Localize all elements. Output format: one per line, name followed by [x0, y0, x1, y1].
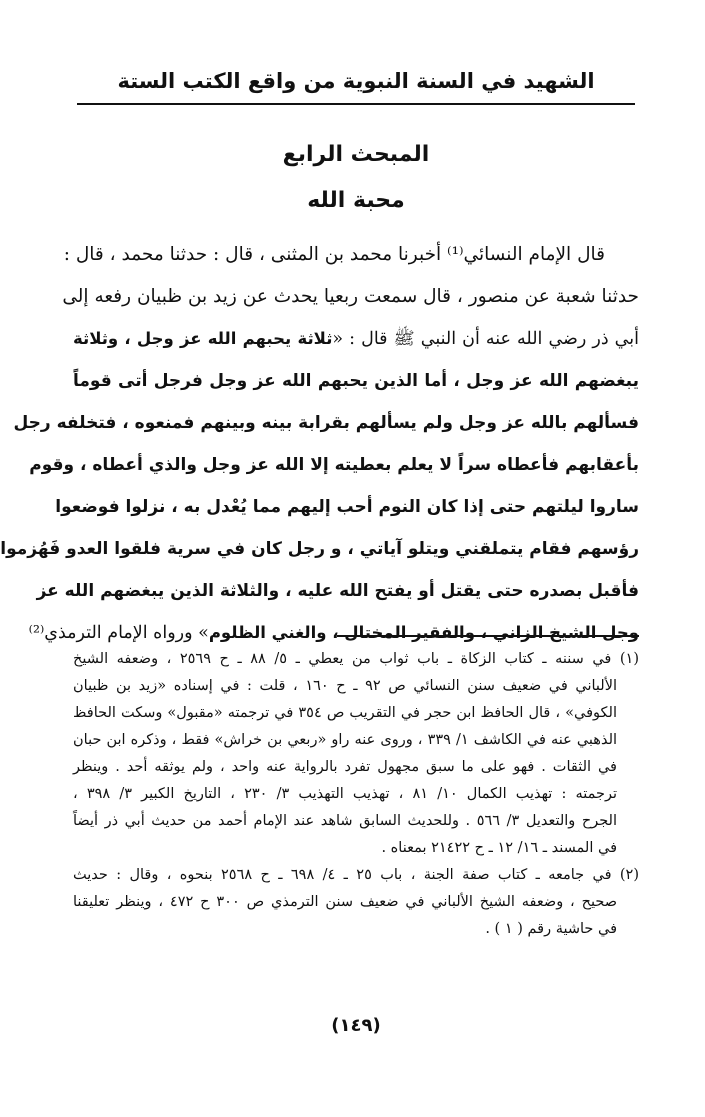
section-subheading: محبة الله: [307, 188, 405, 213]
running-header: الشهيد في السنة النبوية من واقع الكتب الستة: [117, 69, 595, 93]
hadith-text-line: ساروا ليلتهم حتى إذا كان النوم أحب إليهم مما يُعْدل به ، نزلوا فوضعوا: [55, 497, 639, 517]
hadith-text-line: فأقبل بصدره حتى يقتل أو يفتح الله عليه ، والثلاثة الذين يبغضهم الله عز: [36, 581, 639, 601]
header-rule: [77, 103, 635, 105]
main-text-line: حدثنا شعبة عن منصور ، قال سمعت ربعيا يحدث عن زيد بن ظبيان رفعه إلى: [62, 286, 639, 307]
main-text-segment: » ورواه الإمام الترمذي⁽²⁾: [28, 623, 209, 643]
footnote-line: الجرح والتعديل ٣/ ٥٦٦ . وللحديث السابق شاهد عند الإمام أحمد من حديث أبي ذر أيضاً: [73, 813, 618, 829]
footnote-line: (١) في سننه ـ كتاب الزكاة ـ باب ثواب من يعطي ـ ٥/ ٨٨ ـ ح ٢٥٦٩ ، وضعفه الشيخ: [73, 651, 640, 667]
hadith-text-line: يبغضهم الله عز وجل ، أما الذين يحبهم الله عز وجل فرجل أتى قوماً: [73, 371, 639, 391]
hadith-text-segment: ثلاثة يحبهم الله عز وجل ، وثلاثة: [73, 329, 333, 348]
footnote-line: الألباني في ضعيف سنن النسائي ص ٩٢ ـ ح ١٦٠ ، قلت : في إسناده «زيد بن ظبيان: [73, 678, 618, 694]
section-heading: المبحث الرابع: [282, 142, 430, 167]
main-text: [0, 234, 640, 654]
footnote-line: في حاشية رقم ( ١ ) .: [485, 921, 617, 937]
footnotes: [73, 646, 639, 943]
footnote-line: (٢) في جامعه ـ كتاب صفة الجنة ، باب ٢٥ ـ ٤/ ٦٩٨ ـ ح ٢٥٦٨ بنحوه ، وقال : حديث: [73, 867, 639, 883]
main-text-line: قال الإمام النسائي⁽¹⁾ أخبرنا محمد بن المثنى ، قال : حدثنا محمد ، قال :: [63, 244, 605, 265]
main-text-line: [73, 318, 639, 360]
footnote-line: ترجمته : تهذيب الكمال ١٠/ ٨١ ، تهذيب التهذيب ٣/ ٢٣٠ ، التاريخ الكبير ٣/ ٣٩٨ ،: [73, 786, 618, 802]
footnote-line: في المسند ـ ١٦/ ١٢ ـ ح ٢١٤٢٢ بمعناه .: [381, 840, 617, 856]
footnote-line: في الثقات . فهو على ما سبق مجهول تفرد بالرواية عنه واحد ، ولم يوثقه أحد . وينظر: [73, 759, 617, 775]
main-text-segment: أبي ذر رضي الله عنه أن النبي ﷺ قال : «: [332, 329, 640, 349]
footnote-rule: [337, 635, 639, 637]
hadith-text-line: فسألهم بالله عز وجل ولم يسألهم بقرابة بينه وبينهم فمنعوه ، فتخلفه رجل: [13, 413, 639, 433]
footnote-line: الذهبي عنه في الكاشف ١/ ٣٣٩ ، وروى عنه راو «ربعي بن خراش» فقط ، وذكره ابن حبان: [73, 732, 618, 748]
footnote-line: صحيح ، وضعفه الشيخ الألباني في ضعيف سنن الترمذي ص ٣٠٠ ح ٤٧٢ ، وينظر تعليقنا: [73, 894, 618, 910]
page-number: (١٤٩): [331, 1015, 381, 1036]
hadith-text-line: رؤسهم فقام يتملقني ويتلو آياتي ، و رجل كان في سرية فلقوا العدو فَهُزموا: [0, 539, 639, 559]
footnote-line: الكوفي» ، قال الحافظ ابن حجر في التقريب ص ٣٥٤ في ترجمته «مقبول» وسكت الحافظ: [73, 705, 617, 721]
hadith-text-segment: وجل الشيخ الزاني ، والفقير المختال ، والغني الظلوم: [208, 623, 639, 642]
hadith-text-line: بأعقابهم فأعطاه سراً لا يعلم بعطيته إلا الله عز وجل والذي أعطاه ، وقوم: [29, 455, 639, 475]
